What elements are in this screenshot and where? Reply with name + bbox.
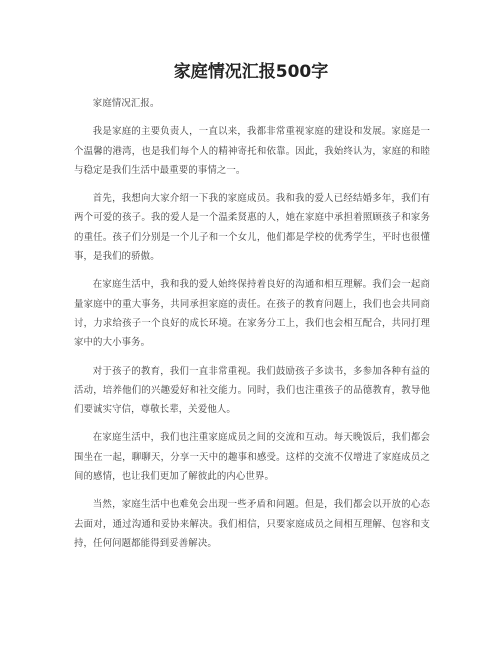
paragraph-4: 在家庭生活中，我和我的爱人始终保持着良好的沟通和相互理解。我们会一起商量家庭中的重大事务，共同承担家庭的责任。在孩子的教育问题上，我们也会共同商讨，力求给孩子一个良好的成长环境。在家务分工上，我们也会相互配合，共同打理家中的大小事务。 — [74, 279, 430, 349]
document-title: 家庭情况汇报500字 — [173, 62, 329, 82]
paragraph-6: 在家庭生活中，我们也注重家庭成员之间的交流和互动。每天晚饭后，我们都会围坐在一起，聊聊天，分享一天中的趣事和感受。这样的交流不仅增进了家庭成员之间的感情，也让我们更加了解彼此的内心世界。 — [74, 432, 430, 483]
paragraph-3: 首先，我想向大家介绍一下我的家庭成员。我和我的爱人已经结婚多年，我们有两个可爱的孩子。我的爱人是一个温柔贤惠的人，她在家庭中承担着照顾孩子和家务的重任。孩子们分别是一个儿子和一个女儿，他们都是学校的优秀学生，平时也很懂事，是我们的骄傲。 — [74, 193, 430, 263]
paragraph-7: 当然，家庭生活中也难免会出现一些矛盾和问题。但是，我们都会以开放的心态去面对，通过沟通和妥协来解决。我们相信，只要家庭成员之间相互理解、包容和支持，任何问题都能得到妥善解决。 — [74, 499, 430, 549]
paragraph-2: 我是家庭的主要负责人，一直以来，我都非常重视家庭的建设和发展。家庭是一个温馨的港湾，也是我们每个人的精神寄托和依靠。因此，我始终认为，家庭的和睦与稳定是我们生活中最重要的事情之一。 — [74, 126, 430, 176]
paragraph-5: 对于孩子的教育，我们一直非常重视。我们鼓励孩子多读书，多参加各种有益的活动，培养他们的兴趣爱好和社交能力。同时，我们也注重孩子的品德教育，教导他们要诚实守信，尊敬长辈，关爱他人。 — [74, 365, 430, 416]
document-body — [74, 94, 430, 562]
paragraph-1: 家庭情况汇报。 — [92, 98, 160, 109]
